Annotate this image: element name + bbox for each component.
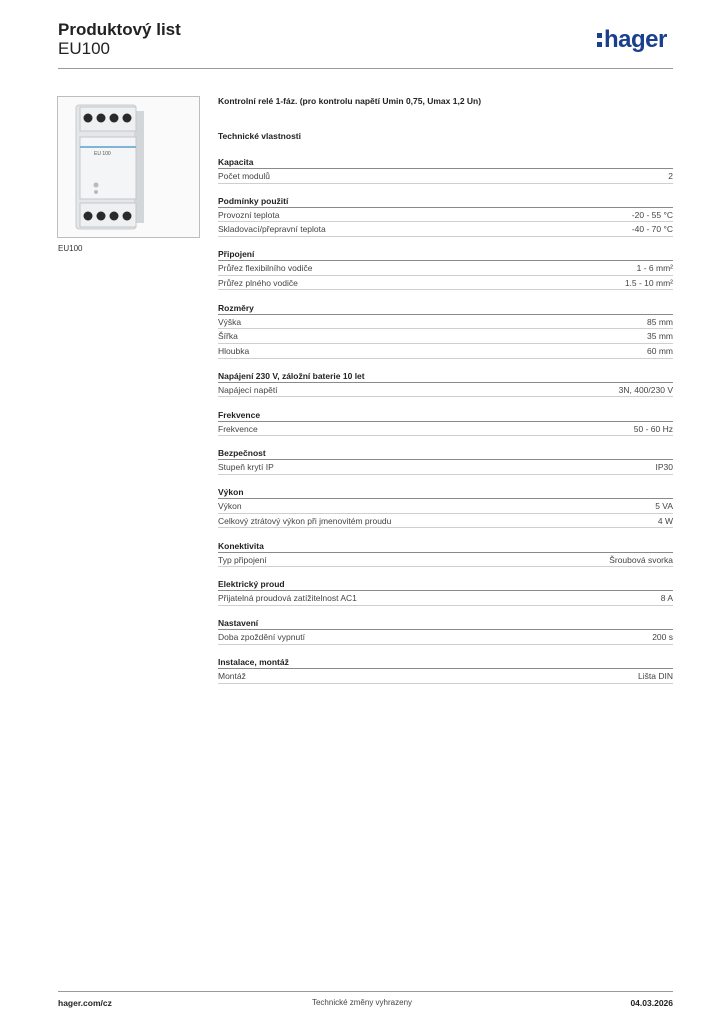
spec-group-title: Výkon (218, 486, 673, 499)
spec-value: -40 - 70 °C (631, 224, 673, 235)
spec-label: Výška (218, 316, 242, 327)
spec-label: Průřez flexibilního vodiče (218, 263, 313, 274)
spec-row (218, 329, 673, 344)
spec-label: Šířka (218, 331, 238, 342)
spec-section-heading: Technické vlastnosti (218, 131, 301, 141)
spec-group-podminky-pouziti (218, 195, 673, 249)
logo-colon-icon (597, 28, 602, 47)
spec-group-nastaveni (218, 617, 673, 656)
spec-label: Montáž (218, 671, 246, 682)
spec-row (218, 208, 673, 223)
spec-group-bezpecnost (218, 447, 673, 486)
logo-text: hager (604, 26, 667, 53)
spec-group-title: Připojení (218, 248, 673, 261)
spec-value: 4 W (657, 515, 673, 526)
spec-value: IP30 (655, 462, 673, 473)
spec-row (218, 514, 673, 529)
spec-value: 1 - 6 mm² (636, 263, 673, 274)
footer-divider (58, 991, 673, 992)
spec-label: Celkový ztrátový výkon při jmenovitém proudu (218, 515, 392, 526)
spec-value: 85 mm (647, 316, 673, 327)
spec-group-title: Rozměry (218, 302, 673, 315)
spec-group-napajeni (218, 370, 673, 409)
product-image (57, 96, 200, 238)
spec-table (218, 156, 673, 695)
spec-row (218, 669, 673, 684)
spec-label: Frekvence (218, 423, 258, 434)
relay-device-icon (58, 97, 199, 237)
spec-value: Lišta DIN (638, 671, 673, 682)
spec-group-pripojeni (218, 248, 673, 302)
footer-center-note: Technické změny vyhrazeny (311, 998, 413, 1007)
spec-group-rozmery (218, 302, 673, 370)
spec-value: 50 - 60 Hz (633, 423, 673, 434)
spec-label: Počet modulů (218, 171, 270, 181)
spec-label: Průřez plného vodiče (218, 277, 298, 288)
spec-value: 3N, 400/230 V (618, 384, 673, 395)
spec-row (218, 499, 673, 514)
spec-value: 5 VA (655, 501, 673, 512)
spec-group-title: Elektrický proud (218, 578, 673, 591)
spec-row (218, 422, 673, 437)
spec-row (218, 276, 673, 291)
spec-group-title: Nastavení (218, 617, 673, 630)
spec-row (218, 222, 673, 237)
spec-label: Napájecí napětí (218, 384, 278, 395)
spec-group-title: Napájení 230 V, záložní baterie 10 let (218, 370, 673, 383)
footer-date: 04.03.2026 (630, 998, 673, 1008)
spec-value: -20 - 55 °C (631, 209, 673, 220)
spec-label: Typ připojení (218, 554, 267, 565)
spec-row (218, 315, 673, 330)
spec-group-konektivita (218, 540, 673, 579)
spec-group-title: Instalace, montáž (218, 656, 673, 669)
device-label: EU 100 (94, 151, 111, 157)
spec-row (218, 630, 673, 645)
image-caption: EU100 (58, 244, 83, 253)
spec-label: Přijatelná proudová zatížitelnost AC1 (218, 593, 357, 604)
spec-group-instalace-montaz (218, 656, 673, 695)
spec-row (218, 261, 673, 276)
spec-group-title: Bezpečnost (218, 447, 673, 460)
spec-value: 8 A (660, 593, 673, 604)
spec-group-title: Podmínky použití (218, 195, 673, 208)
spec-value: 2 (668, 171, 673, 181)
page-subtitle: EU100 (58, 39, 110, 58)
spec-value: 200 s (652, 632, 673, 643)
spec-row (218, 591, 673, 606)
spec-group-title: Konektivita (218, 540, 673, 553)
spec-group-frekvence (218, 409, 673, 448)
spec-group-vykon (218, 486, 673, 540)
spec-row (218, 344, 673, 359)
header-divider (58, 68, 673, 69)
spec-row (218, 553, 673, 568)
spec-row (218, 383, 673, 398)
spec-value: 1.5 - 10 mm² (624, 277, 673, 288)
spec-label: Provozní teplota (218, 209, 280, 220)
product-description: Kontrolní relé 1-fáz. (pro kontrolu napětí Umin 0,75, Umax 1,2 Un) (218, 96, 482, 106)
spec-label: Doba zpoždění vypnutí (218, 632, 305, 643)
spec-value: 60 mm (647, 345, 673, 356)
spec-row (218, 460, 673, 475)
spec-label: Skladovací/přepravní teplota (218, 224, 326, 235)
footer-website-link[interactable]: hager.com/cz (58, 998, 112, 1008)
hager-logo (597, 28, 667, 52)
spec-label: Hloubka (218, 345, 250, 356)
spec-group-elektricky-proud (218, 578, 673, 617)
spec-value: 35 mm (647, 331, 673, 342)
spec-label: Stupeň krytí IP (218, 462, 274, 473)
spec-group-title: Kapacita (218, 156, 673, 169)
spec-label: Výkon (218, 501, 242, 512)
spec-value: Šroubová svorka (609, 554, 673, 565)
spec-group-kapacita (218, 156, 673, 195)
page-title: Produktový list (58, 20, 181, 39)
spec-group-title: Frekvence (218, 409, 673, 422)
spec-row (218, 169, 673, 184)
